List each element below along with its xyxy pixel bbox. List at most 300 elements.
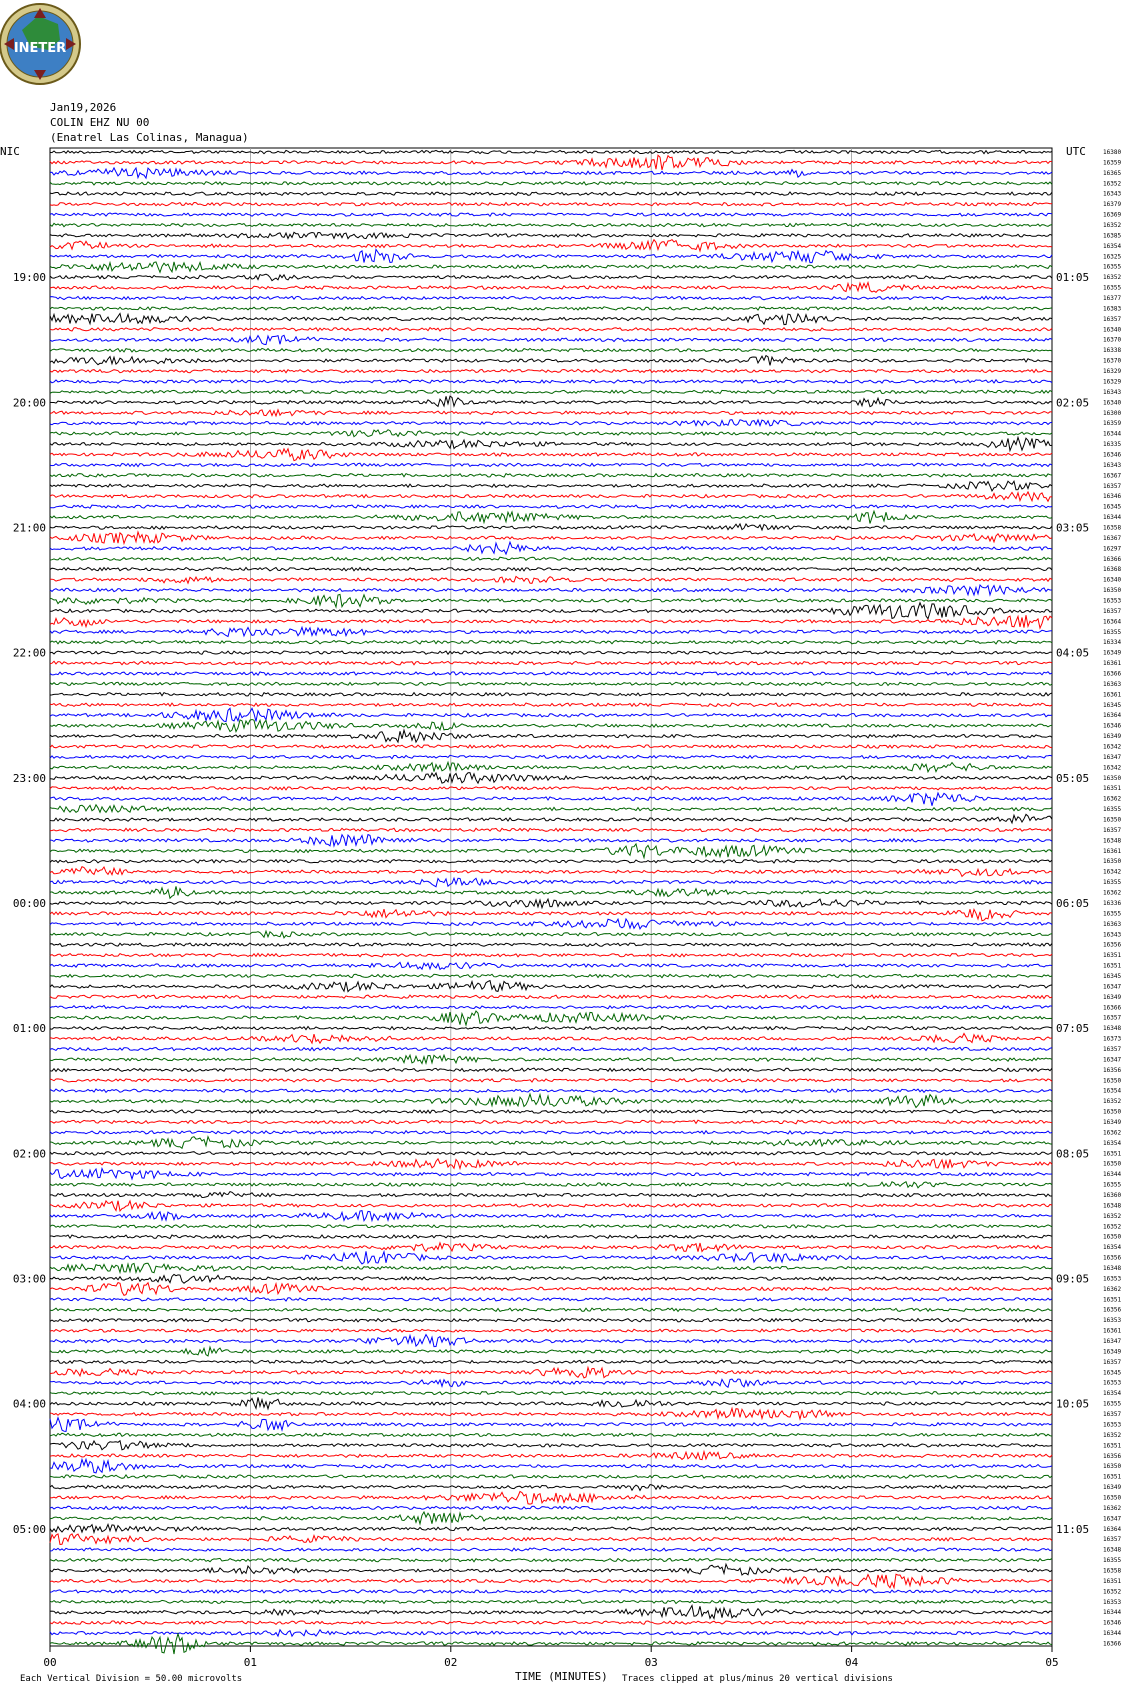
seismic-trace [50,773,1052,783]
trace-count-label: 16329 [1103,368,1122,376]
seismic-trace [50,1137,1052,1149]
trace-count-label: 16355 [1103,879,1122,887]
seismic-trace [50,720,1052,732]
trace-count-label: 16380 [1103,149,1122,156]
trace-count-label: 16351 [1103,962,1122,970]
trace-count-label: 16349 [1103,1348,1122,1356]
trace-count-label: 16385 [1103,232,1122,240]
seismic-trace [50,1235,1052,1239]
seismic-trace [50,1192,1052,1198]
trace-count-label: 16355 [1103,910,1122,918]
trace-count-label: 16340 [1103,399,1122,407]
trace-count-label: 16357 [1103,482,1122,490]
seismic-trace [50,314,1052,325]
seismic-trace [50,1034,1052,1044]
seismic-trace [50,155,1052,170]
seismic-trace [50,223,1052,227]
seismic-trace [50,1335,1052,1347]
trace-count-label: 16354 [1103,1139,1122,1147]
utc-hour-label: 03:05 [1056,521,1090,535]
x-axis-tick-label: 02 [444,1656,458,1669]
seismic-trace [50,192,1052,195]
seismic-trace [50,886,1052,898]
seismic-trace [50,430,1052,437]
seismic-trace [50,1379,1052,1387]
seismic-trace [50,953,1052,957]
seismic-trace [50,641,1052,644]
seismic-trace [50,1089,1052,1092]
trace-count-label: 16350 [1103,1077,1122,1085]
utc-hour-label: 10:05 [1056,1397,1090,1411]
nic-hour-labels [13,271,46,1536]
utc-hour-label: 04:05 [1056,646,1090,660]
seismic-trace [50,1201,1052,1211]
utc-hour-label: 01:05 [1056,271,1090,285]
trace-count-label: 16342 [1103,764,1122,772]
trace-count-label: 16344 [1103,1609,1122,1617]
nic-hour-label: 22:00 [12,646,46,660]
seismic-trace [50,1182,1052,1188]
seismic-trace [50,463,1052,466]
trace-count-label: 16346 [1103,722,1122,730]
trace-count-label: 16366 [1103,555,1122,563]
trace-count-label: 16352 [1103,1098,1122,1106]
seismic-trace [50,1094,1052,1107]
seismic-trace [50,672,1052,676]
trace-count-label: 16362 [1103,795,1122,803]
seismic-trace [50,150,1052,153]
trace-count-label: 16383 [1103,305,1122,313]
trace-count-label: 16357 [1103,1358,1122,1366]
nic-hour-label: 23:00 [12,771,46,785]
trace-count-label: 16346 [1103,451,1122,459]
seismic-trace [50,899,1052,908]
seismic-trace [50,1485,1052,1491]
seismic-trace [50,1263,1052,1272]
trace-count-label: 16348 [1103,1546,1122,1554]
seismic-trace [50,627,1052,636]
seismic-trace [50,860,1052,863]
trace-count-label: 16367 [1103,472,1122,480]
seismic-trace [50,396,1052,407]
trace-count-label: 16348 [1103,1202,1122,1210]
seismic-trace [50,1408,1052,1419]
seismic-trace [50,437,1052,450]
ineter-seal-icon [0,4,80,84]
trace-count-label: 16344 [1103,514,1122,522]
trace-count-label: 16356 [1103,1306,1122,1314]
seismic-trace [50,1251,1052,1264]
trace-count-label: 16377 [1103,295,1122,303]
seismic-trace [50,356,1052,366]
seismic-trace [50,262,1052,272]
trace-count-label: 16361 [1103,1327,1122,1335]
nic-hour-label: 20:00 [12,396,46,410]
trace-count-label: 16366 [1103,1640,1122,1648]
utc-hour-label: 06:05 [1056,896,1090,910]
seismic-trace [50,168,1052,178]
seismic-trace [50,828,1052,832]
seismic-trace [50,1329,1052,1332]
utc-hour-label: 02:05 [1056,396,1090,410]
seismic-trace [50,835,1052,846]
seismic-trace [50,1360,1052,1364]
header-date: Jan19,2026 [50,101,117,114]
seismic-trace [50,328,1052,332]
trace-count-label: 16355 [1103,284,1122,292]
utc-hour-label: 09:05 [1056,1272,1090,1286]
right-timezone: UTC [1066,145,1086,158]
plot-frame [50,148,1052,1646]
trace-count-label: 16350 [1103,774,1122,782]
seismic-trace [50,532,1052,543]
seismic-trace [50,661,1052,665]
seismic-trace [50,1506,1052,1509]
seismic-trace [50,1452,1052,1460]
trace-count-label: 16369 [1103,211,1122,219]
seismic-trace [50,1397,1052,1408]
seismic-trace [50,274,1052,280]
trace-count-label: 16350 [1103,1160,1122,1168]
seismic-trace [50,682,1052,685]
trace-count-label: 16335 [1103,441,1122,449]
seismic-trace [50,390,1052,393]
seismic-trace [50,1433,1052,1436]
seismic-trace [50,1243,1052,1252]
seismic-trace [50,1283,1052,1296]
trace-count-label: 16354 [1103,1390,1122,1398]
trace-count-label: 16349 [1103,649,1122,657]
utc-hour-label: 08:05 [1056,1147,1090,1161]
seismic-trace [50,1600,1052,1604]
trace-count-label: 16364 [1103,618,1122,626]
trace-count-label: 16354 [1103,1244,1122,1252]
logo-text: INETER [13,41,67,56]
trace-count-label: 16344 [1103,430,1122,438]
seismic-trace [50,787,1052,790]
trace-count-label: 16351 [1103,952,1122,960]
trace-count-label: 16356 [1103,1254,1122,1262]
seismic-trace [50,307,1052,310]
trace-count-label: 16357 [1103,826,1122,834]
utc-hour-label: 11:05 [1056,1522,1090,1536]
trace-count-label: 16297 [1103,545,1122,553]
utc-hour-labels [1056,271,1089,1536]
seismic-trace [50,1318,1052,1321]
seismic-trace [50,995,1052,998]
x-axis-tick-label: 03 [644,1656,658,1669]
seismic-trace [50,1492,1052,1505]
trace-count-label: 16361 [1103,691,1122,699]
seismic-trace [50,1169,1052,1179]
seismic-trace [50,492,1052,501]
seismic-trace [50,703,1052,706]
trace-count-label: 16350 [1103,1494,1122,1502]
seismic-trace [50,943,1052,947]
seismic-trace [50,1524,1052,1532]
header-station: COLIN EHZ NU 00 [50,116,150,129]
trace-count-label: 16356 [1103,941,1122,949]
seismic-trace [50,1055,1052,1063]
seismic-trace [50,594,1052,607]
seismic-trace [50,708,1052,721]
trace-count-label: 16358 [1103,1567,1122,1575]
seismic-trace [50,232,1052,238]
seismic-trace [50,296,1052,300]
trace-count-label: 16357 [1103,607,1122,615]
trace-count-label: 16355 [1103,1557,1122,1565]
trace-count-label: 16366 [1103,1004,1122,1012]
seismic-trace [50,380,1052,383]
trace-count-label: 16336 [1103,899,1122,907]
seismic-trace [50,505,1052,509]
seismic-trace [50,1159,1052,1169]
seismic-trace [50,348,1052,352]
trace-count-label: 16343 [1103,461,1122,469]
seismic-trace [50,335,1052,344]
trace-count-label: 16329 [1103,378,1122,386]
trace-count-label: 16357 [1103,315,1122,323]
trace-count-label: 16351 [1103,1473,1122,1481]
nic-hour-label: 00:00 [12,896,46,910]
trace-count-label: 16356 [1103,1066,1122,1074]
header-location: (Enatrel Las Colinas, Managua) [50,131,249,144]
trace-count-label: 16353 [1103,1275,1122,1283]
seismic-trace [50,1574,1052,1588]
trace-count-label: 16362 [1103,889,1122,897]
trace-count-label: 16345 [1103,972,1122,980]
trace-count-label: 16355 [1103,263,1122,271]
trace-count-label: 16351 [1103,1150,1122,1158]
seismic-trace [50,369,1052,372]
seismic-trace [50,931,1052,938]
nic-hour-label: 05:00 [12,1522,46,1536]
seismic-trace [50,203,1052,206]
trace-count-label: 16362 [1103,1285,1122,1293]
seismic-trace [50,1225,1052,1228]
trace-count-label: 16347 [1103,1056,1122,1064]
trace-count-label: 16352 [1103,1431,1122,1439]
trace-count-label: 16352 [1103,1212,1122,1220]
trace-count-label: 16370 [1103,336,1122,344]
trace-count-label: 16342 [1103,743,1122,751]
trace-count-label: 16340 [1103,326,1122,334]
seismic-trace [50,213,1052,216]
seismic-trace [50,1418,1052,1432]
seismic-trace [50,511,1052,523]
trace-count-label: 16347 [1103,753,1122,761]
trace-count-label: 16352 [1103,274,1122,282]
clip-note: Traces clipped at plus/minus 20 vertical divisions [622,1674,893,1684]
seismic-trace [50,693,1052,697]
seismic-trace [50,1120,1052,1124]
seismic-trace [50,1068,1052,1071]
trace-count-label: 16347 [1103,1338,1122,1346]
seismic-trace [50,420,1052,426]
seismic-trace [50,1534,1052,1545]
nic-hour-label: 04:00 [12,1397,46,1411]
seismic-trace [50,576,1052,583]
seismic-trace [50,1512,1052,1524]
trace-count-label: 16355 [1103,1181,1122,1189]
trace-count-label: 16357 [1103,1536,1122,1544]
trace-count-label: 16357 [1103,1014,1122,1022]
trace-count-label: 16379 [1103,201,1122,209]
trace-count-label: 16351 [1103,1296,1122,1304]
trace-count-label: 16373 [1103,1035,1122,1043]
seismic-trace [50,1211,1052,1221]
seismic-trace [50,1152,1052,1155]
trace-count-label: 16352 [1103,180,1122,188]
trace-count-label: 16350 [1103,1108,1122,1116]
trace-count-label: 16357 [1103,1045,1122,1053]
trace-count-label: 16350 [1103,858,1122,866]
seismic-trace [50,481,1052,491]
trace-count-label: 16358 [1103,524,1122,532]
trace-count-label: 16343 [1103,190,1122,198]
seismic-trace [50,1006,1052,1009]
trace-count-label: 16370 [1103,357,1122,365]
seismic-trace [50,974,1052,977]
seismic-traces [50,150,1052,1654]
trace-count-label: 16355 [1103,628,1122,636]
trace-count-label: 16349 [1103,1484,1122,1492]
trace-count-label: 16353 [1103,597,1122,605]
trace-count-label: 16354 [1103,242,1122,250]
trace-count-labels [1103,149,1121,1647]
seismic-trace [50,1131,1052,1134]
seismic-trace [50,867,1052,877]
seismic-trace [50,1110,1052,1113]
trace-count-label: 16368 [1103,566,1122,574]
x-axis-tick-label: 01 [243,1656,258,1669]
x-axis-tick-label: 00 [43,1656,57,1669]
trace-count-label: 16351 [1103,1577,1122,1585]
trace-count-label: 16366 [1103,670,1122,678]
nic-hour-label: 02:00 [12,1147,46,1161]
seismic-trace [50,1047,1052,1050]
seismic-trace [50,805,1052,813]
seismic-trace [50,844,1052,858]
trace-count-label: 16354 [1103,1087,1122,1095]
seismic-trace [50,1548,1052,1552]
seismic-trace [50,1621,1052,1624]
trace-count-label: 16361 [1103,847,1122,855]
trace-count-label: 16362 [1103,1504,1122,1512]
seismic-trace [50,1441,1052,1450]
trace-count-label: 16345 [1103,701,1122,709]
trace-count-label: 16350 [1103,587,1122,595]
seismic-trace [50,1606,1052,1619]
seismic-trace [50,745,1052,748]
seismic-trace [50,981,1052,992]
x-axis-tick-label: 05 [1045,1656,1059,1669]
trace-count-label: 16334 [1103,639,1122,647]
seismic-trace [50,730,1052,742]
trace-count-label: 16353 [1103,1379,1122,1387]
seismic-trace [50,249,1052,262]
trace-count-label: 16345 [1103,1369,1122,1377]
seismic-trace [50,878,1052,887]
trace-count-label: 16342 [1103,868,1122,876]
scale-note: Each Vertical Division = 50.00 microvolts [20,1674,243,1684]
trace-count-label: 16356 [1103,1452,1122,1460]
utc-hour-label: 07:05 [1056,1022,1090,1036]
trace-count-label: 16348 [1103,1265,1122,1273]
seismic-trace [50,651,1052,654]
seismic-trace [50,449,1052,461]
seismic-trace [50,557,1052,561]
seismic-trace [50,410,1052,416]
x-axis-tick-label: 04 [844,1656,859,1669]
seismic-trace [50,1391,1052,1395]
seismic-trace [50,1590,1052,1593]
trace-count-label: 16355 [1103,1400,1122,1408]
seismic-trace [50,1630,1052,1636]
trace-count-label: 16362 [1103,1129,1122,1137]
trace-count-label: 16359 [1103,159,1122,167]
seismic-trace [50,762,1052,772]
minute-gridlines [250,148,851,1646]
trace-count-label: 16364 [1103,712,1122,720]
seismic-trace [50,474,1052,478]
nic-hour-label: 21:00 [12,521,46,535]
trace-count-label: 16350 [1103,816,1122,824]
seismic-trace [50,909,1052,921]
trace-count-label: 16347 [1103,1515,1122,1523]
trace-count-label: 16340 [1103,576,1122,584]
seismic-trace [50,240,1052,251]
trace-count-label: 16363 [1103,680,1122,688]
trace-count-label: 16352 [1103,1223,1122,1231]
trace-count-label: 16352 [1103,222,1122,230]
trace-count-label: 16363 [1103,920,1122,928]
trace-count-label: 16352 [1103,1588,1122,1596]
utc-hour-label: 05:05 [1056,771,1090,785]
trace-count-label: 16350 [1103,1463,1122,1471]
seismic-trace [50,919,1052,929]
seismic-trace [50,1298,1052,1301]
trace-count-label: 16355 [1103,806,1122,814]
trace-count-label: 16325 [1103,253,1122,261]
x-axis-label: TIME (MINUTES) [515,1670,608,1683]
left-timezone: NIC [0,145,20,158]
seismic-trace [50,793,1052,806]
seismic-trace [50,283,1052,293]
seismic-trace [50,1475,1052,1478]
trace-count-label: 16347 [1103,983,1122,991]
trace-count-label: 16346 [1103,493,1122,501]
seismic-trace [50,542,1052,554]
trace-count-label: 16349 [1103,993,1122,1001]
trace-count-label: 16364 [1103,1525,1122,1533]
trace-count-label: 16349 [1103,733,1122,741]
trace-count-label: 16348 [1103,837,1122,845]
seismic-trace [50,1459,1052,1473]
trace-count-label: 16346 [1103,1619,1122,1627]
seismic-trace [50,962,1052,969]
nic-hour-label: 01:00 [12,1022,46,1036]
seismic-trace [50,615,1052,628]
seismic-trace [50,1026,1052,1029]
trace-count-label: 16350 [1103,1233,1122,1241]
trace-count-label: 16344 [1103,1630,1122,1638]
trace-count-label: 16344 [1103,1171,1122,1179]
seismic-trace [50,182,1052,185]
trace-count-label: 16357 [1103,1411,1122,1419]
seismic-trace [50,1011,1052,1025]
seismic-trace [50,1274,1052,1283]
